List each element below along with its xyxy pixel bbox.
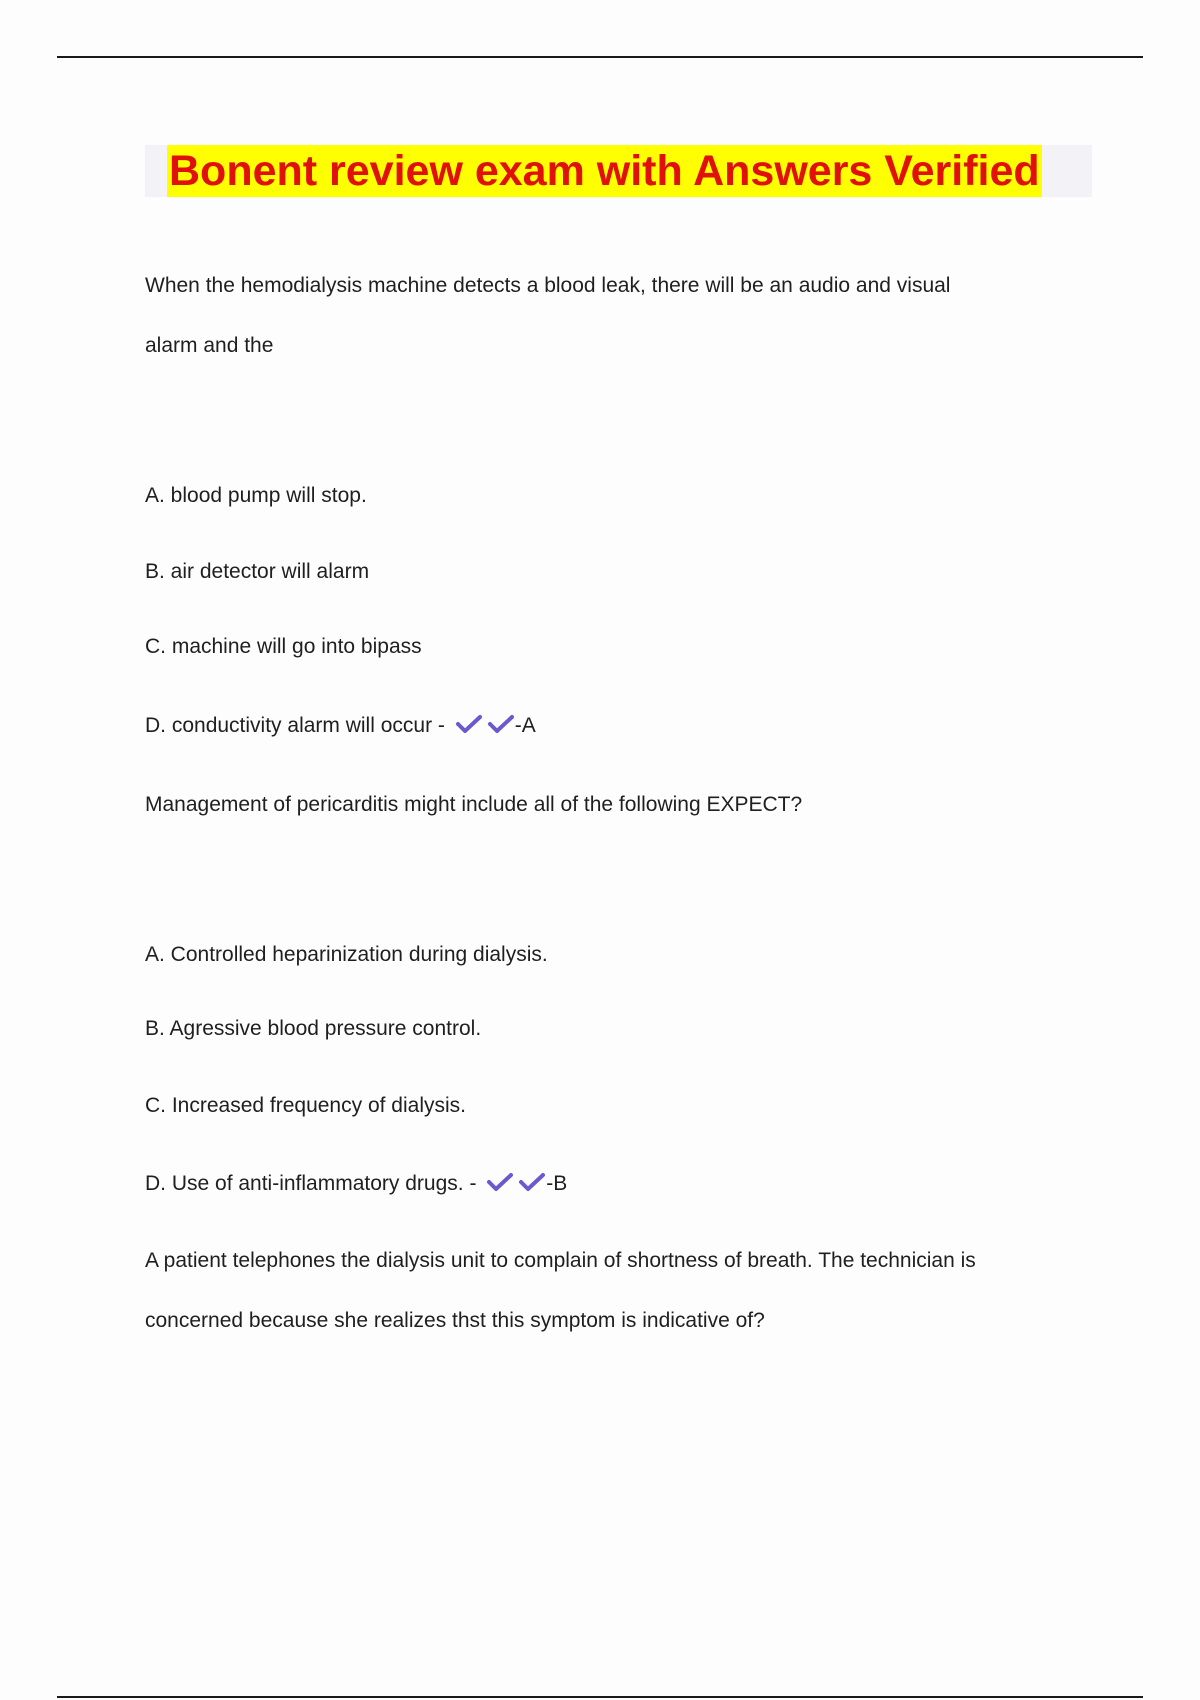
question-2-option-c: C. Increased frequency of dialysis. xyxy=(145,1094,466,1117)
checkmark-icon xyxy=(486,1171,514,1193)
question-2-prompt-line-1: Management of pericarditis might include all of the following EXPECT? xyxy=(145,793,803,816)
question-3-prompt-line-1: A patient telephones the dialysis unit to complain of shortness of breath. The technician is xyxy=(145,1249,976,1272)
question-2-option-d-row xyxy=(145,1170,567,1198)
checkmark-icon xyxy=(455,713,483,735)
question-1-answer: -A xyxy=(514,714,536,737)
question-1-option-d: D. conductivity alarm will occur - xyxy=(145,714,445,737)
question-1-option-d-row xyxy=(145,712,536,740)
question-2-option-d: D. Use of anti-inflammatory drugs. - xyxy=(145,1172,477,1195)
question-1-option-b: B. air detector will alarm xyxy=(145,560,370,583)
checkmark-icon xyxy=(487,713,515,735)
question-1-option-c: C. machine will go into bipass xyxy=(145,635,422,658)
bottom-divider xyxy=(57,1696,1143,1698)
question-3-prompt-line-2: concerned because she realizes thst this symptom is indicative of? xyxy=(145,1309,765,1332)
document-title: Bonent review exam with Answers Verified xyxy=(169,147,1040,195)
question-2-option-b: B. Agressive blood pressure control. xyxy=(145,1017,482,1040)
question-1-prompt-line-1: When the hemodialysis machine detects a blood leak, there will be an audio and visual xyxy=(145,274,951,297)
question-1-option-a: A. blood pump will stop. xyxy=(145,484,367,507)
question-2-option-a: A. Controlled heparinization during dialysis. xyxy=(145,943,548,966)
top-divider xyxy=(57,56,1143,58)
question-2-answer: -B xyxy=(546,1172,568,1195)
checkmark-icon xyxy=(518,1171,546,1193)
question-1-prompt-line-2: alarm and the xyxy=(145,334,274,357)
